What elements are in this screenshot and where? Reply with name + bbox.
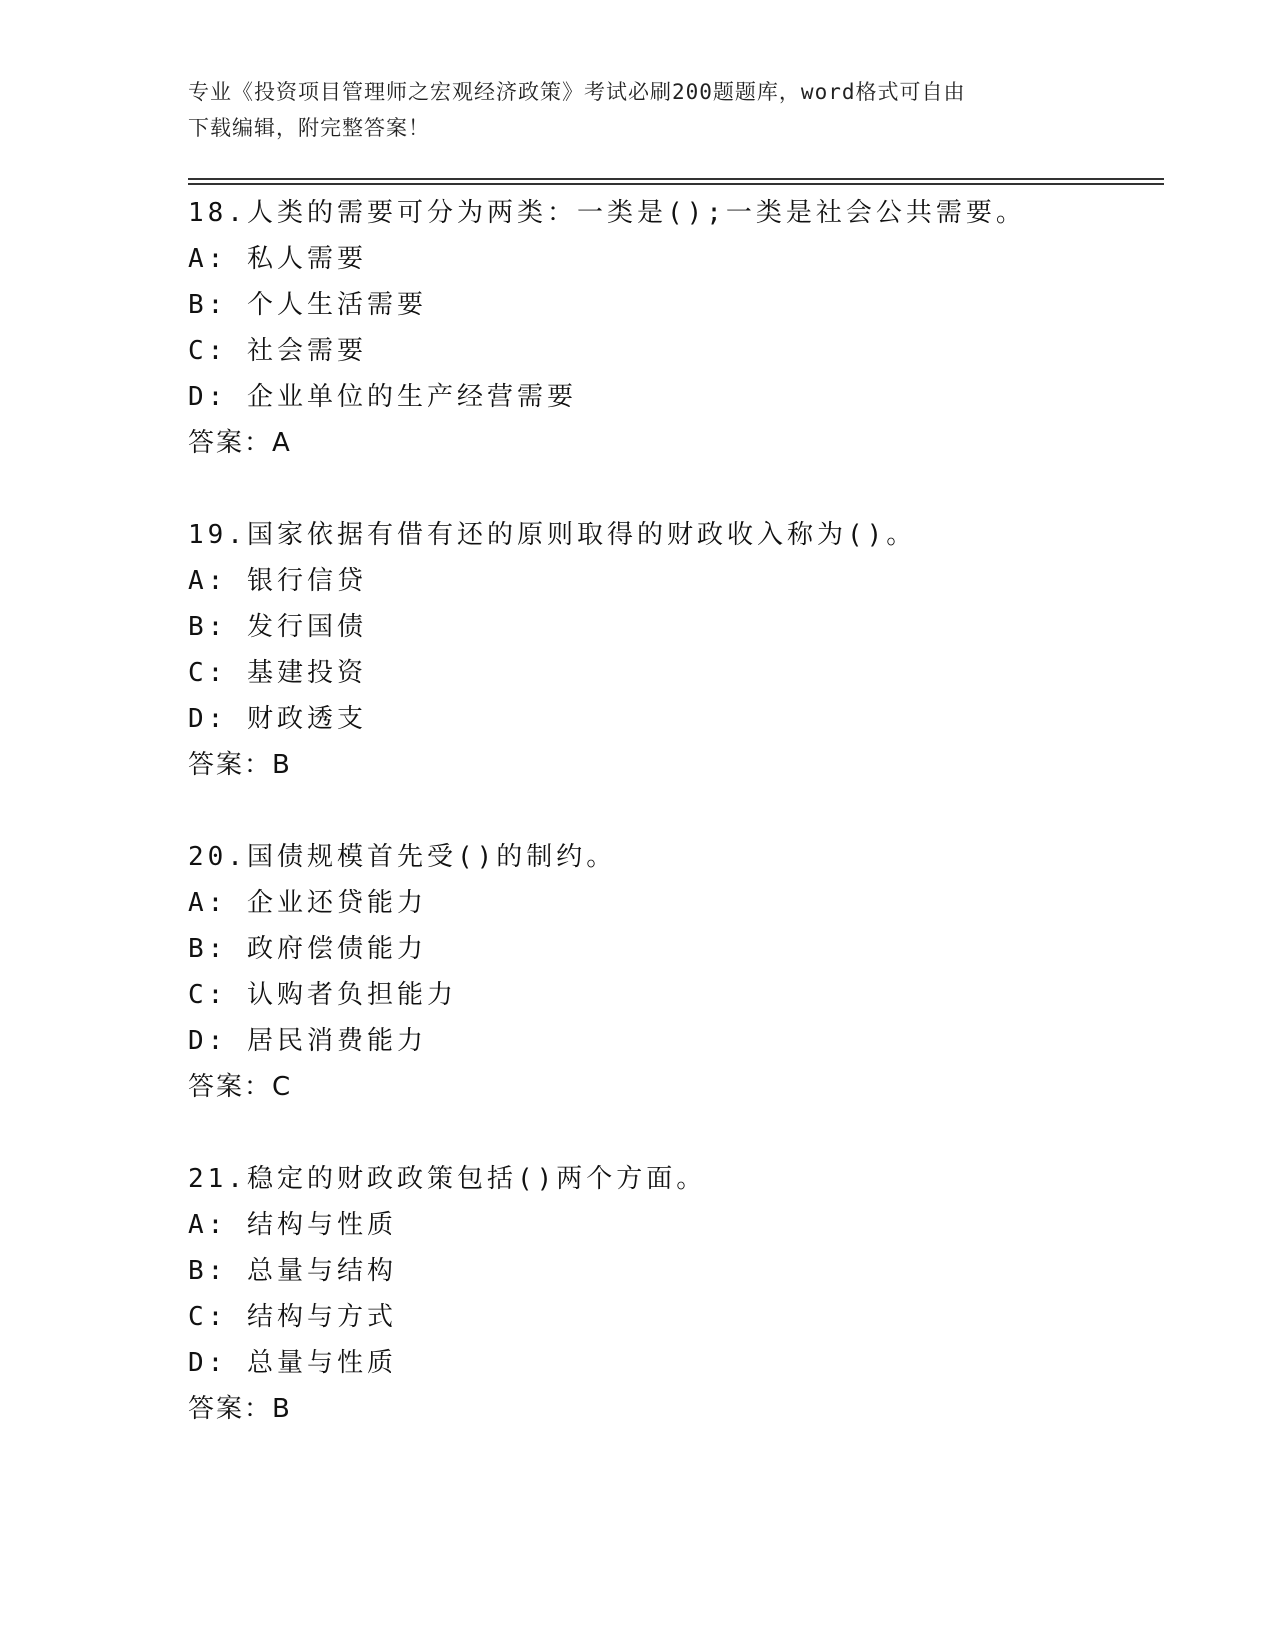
option-d: D: 企业单位的生产经营需要 <box>188 382 577 412</box>
option-a: A: 企业还贷能力 <box>188 888 427 918</box>
answer: 答案：B <box>188 1394 292 1424</box>
header-line-2: 下载编辑，附完整答案！ <box>188 116 430 140</box>
option-c: C: 结构与方式 <box>188 1302 397 1332</box>
question-18 <box>188 190 1168 466</box>
question-21 <box>188 1156 1168 1432</box>
question-stem: 20.国债规模首先受()的制约。 <box>188 842 617 872</box>
question-stem: 19.国家依据有借有还的原则取得的财政收入称为()。 <box>188 520 917 550</box>
option-c: C: 认购者负担能力 <box>188 980 457 1010</box>
option-d: D: 总量与性质 <box>188 1348 397 1378</box>
option-b: B: 发行国债 <box>188 612 367 642</box>
answer: 答案：B <box>188 750 292 780</box>
option-d: D: 财政透支 <box>188 704 367 734</box>
header-line-1: 专业《投资项目管理师之宏观经济政策》考试必刷200题题库，word格式可自由 <box>188 80 966 104</box>
option-b: B: 政府偿债能力 <box>188 934 427 964</box>
option-a: A: 银行信贷 <box>188 566 367 596</box>
question-19 <box>188 512 1168 788</box>
answer: 答案：C <box>188 1072 293 1102</box>
question-stem: 21.稳定的财政政策包括()两个方面。 <box>188 1164 707 1194</box>
option-d: D: 居民消费能力 <box>188 1026 427 1056</box>
option-b: B: 总量与结构 <box>188 1256 397 1286</box>
answer: 答案：A <box>188 428 292 458</box>
option-c: C: 基建投资 <box>188 658 367 688</box>
question-20 <box>188 834 1168 1110</box>
option-b: B: 个人生活需要 <box>188 290 427 320</box>
option-a: A: 结构与性质 <box>188 1210 397 1240</box>
option-a: A: 私人需要 <box>188 244 367 274</box>
document-header <box>188 74 1088 146</box>
header-divider-top <box>188 178 1164 180</box>
header-divider-bottom <box>188 183 1164 185</box>
option-c: C: 社会需要 <box>188 336 367 366</box>
question-list <box>188 190 1168 1478</box>
question-stem: 18.人类的需要可分为两类：一类是();一类是社会公共需要。 <box>188 198 1026 228</box>
